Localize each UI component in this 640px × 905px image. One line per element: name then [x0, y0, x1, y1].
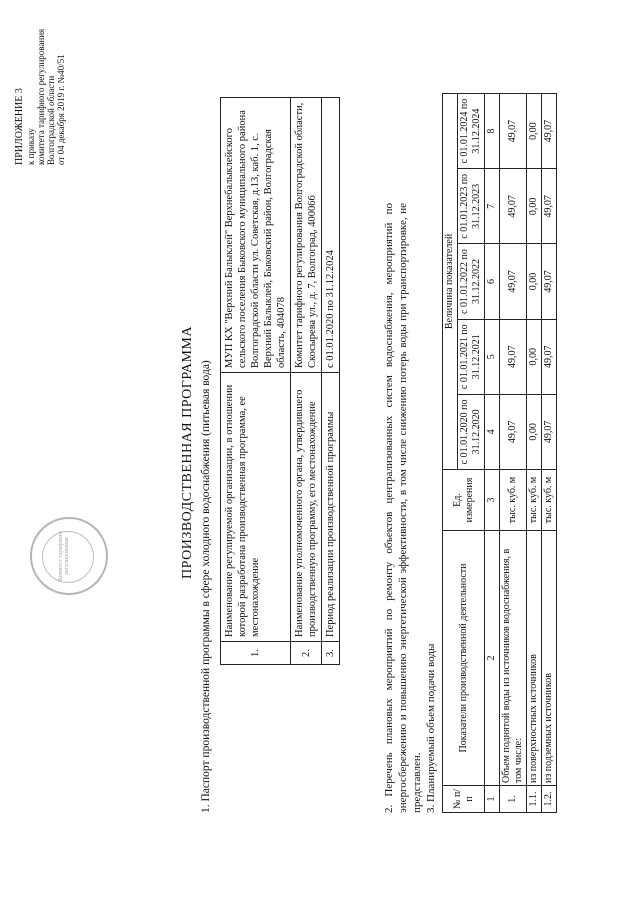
column-number-row [485, 94, 500, 813]
row-value: 0,00 [527, 394, 542, 469]
table-row [291, 98, 322, 665]
seal-text: Комитет тарифного регулирования [58, 531, 70, 581]
row-value: 49,07 [500, 319, 527, 394]
header-period: с 01.01.2022 по 31.12.2022 [458, 244, 485, 319]
col-number: 5 [485, 319, 500, 394]
header-indicator: Показатели производственной деятельности [443, 531, 485, 786]
table-row [500, 94, 527, 813]
section-1-heading [200, 360, 212, 813]
row-value: МУП КХ "Верхний Балыклей" Верхнебалыклейского сельского поселения Быковского муниципального района Волгоградской области ул. Советская, д.13, каб. 1, с. Верхний Балыклей, Быковский район, Волгоградская область, 404078 [221, 98, 291, 373]
row-label: Период реализации производственной программы [322, 373, 340, 642]
appendix-line: комитета тарифного регулирования [36, 28, 46, 165]
row-value: 49,07 [500, 244, 527, 319]
row-value: 0,00 [527, 94, 542, 169]
row-unit: тыс. куб. м [527, 470, 542, 531]
col-number: 3 [485, 470, 500, 531]
appendix-line: к приказу [26, 128, 36, 165]
row-number: 1.2. [542, 786, 557, 813]
row-name: из подземных источников [542, 531, 557, 786]
row-value: 49,07 [542, 169, 557, 244]
section-3-heading: 3. Планируемый объем подачи воды [425, 643, 437, 813]
table-row [542, 94, 557, 813]
passport-table [220, 97, 340, 665]
row-value: 49,07 [500, 394, 527, 469]
row-value: 49,07 [542, 394, 557, 469]
page-subtitle: в сфере холодного водоснабжения (питьевая вода) [200, 360, 212, 607]
header-unit: Ед. измерения [443, 470, 485, 531]
row-value: 49,07 [500, 169, 527, 244]
header-period: с 01.01.2023 по 31.12.2023 [458, 169, 485, 244]
row-label: Наименование уполномоченного органа, утвердившего производственную программу, его местонахождение [291, 373, 322, 642]
table-row [221, 98, 291, 665]
seal-stamp [30, 517, 108, 595]
row-name: Объем поднятой воды из источников водоснабжения, в том числе: [500, 531, 527, 786]
row-value: 0,00 [527, 244, 542, 319]
water-volume-table [442, 93, 557, 813]
header-num: № п/п [443, 786, 485, 813]
page-title: ПРОИЗВОДСТВЕННАЯ ПРОГРАММА [180, 326, 195, 579]
row-value: 0,00 [527, 169, 542, 244]
appendix-line: Волгоградской области [46, 75, 56, 165]
appendix-title: ПРИЛОЖЕНИЕ 3 [14, 88, 25, 165]
row-unit: тыс. куб. м [542, 470, 557, 531]
row-number: 1. [221, 642, 291, 665]
header-period: с 01.01.2021 по 31.12.2021 [458, 319, 485, 394]
col-number: 1 [485, 786, 500, 813]
col-number: 7 [485, 169, 500, 244]
row-value: Комитет тарифного регулирования Волгоградской области, Скосырева ул., д. 7, Волгоград, 400066 [291, 98, 322, 373]
col-number: 2 [485, 531, 500, 786]
row-value: с 01.01.2020 по 31.12.2024 [322, 98, 340, 373]
row-number: 2. [291, 642, 322, 665]
row-value: 49,07 [542, 244, 557, 319]
row-value: 49,07 [542, 94, 557, 169]
section-2-text: 2. Перечень плановых мероприятий по ремонту объектов централизованных систем водоснабжения, мероприятий по энергосбережению и повышению энергетической эффективности, в том числе снижению потерь воды при транспортировке, не представлен. [383, 203, 423, 813]
appendix-line: от 04 декабря 2019 г. №40/51 [56, 54, 66, 165]
header-group: Величина показателей [443, 94, 458, 470]
section-1-number: 1. Паспорт производственной программы [200, 609, 212, 813]
row-value: 0,00 [527, 319, 542, 394]
col-number: 4 [485, 394, 500, 469]
row-unit: тыс. куб. м [500, 470, 527, 531]
row-value: 49,07 [542, 319, 557, 394]
row-number: 1. [500, 786, 527, 813]
col-number: 8 [485, 94, 500, 169]
row-value: 49,07 [500, 94, 527, 169]
col-number: 6 [485, 244, 500, 319]
row-name: из поверхностных источников [527, 531, 542, 786]
row-number: 1.1. [527, 786, 542, 813]
row-label: Наименование регулируемой организации, в отношении которой разработана производственная программа, ее местонахождение [221, 373, 291, 642]
table-row [322, 98, 340, 665]
header-period: с 01.01.2024 по 31.12.2024 [458, 94, 485, 169]
appendix-header [14, 5, 66, 165]
row-number: 3. [322, 642, 340, 665]
table-row [527, 94, 542, 813]
header-period: с 01.01.2020 по 31.12.2020 [458, 394, 485, 469]
header-row [443, 94, 458, 813]
